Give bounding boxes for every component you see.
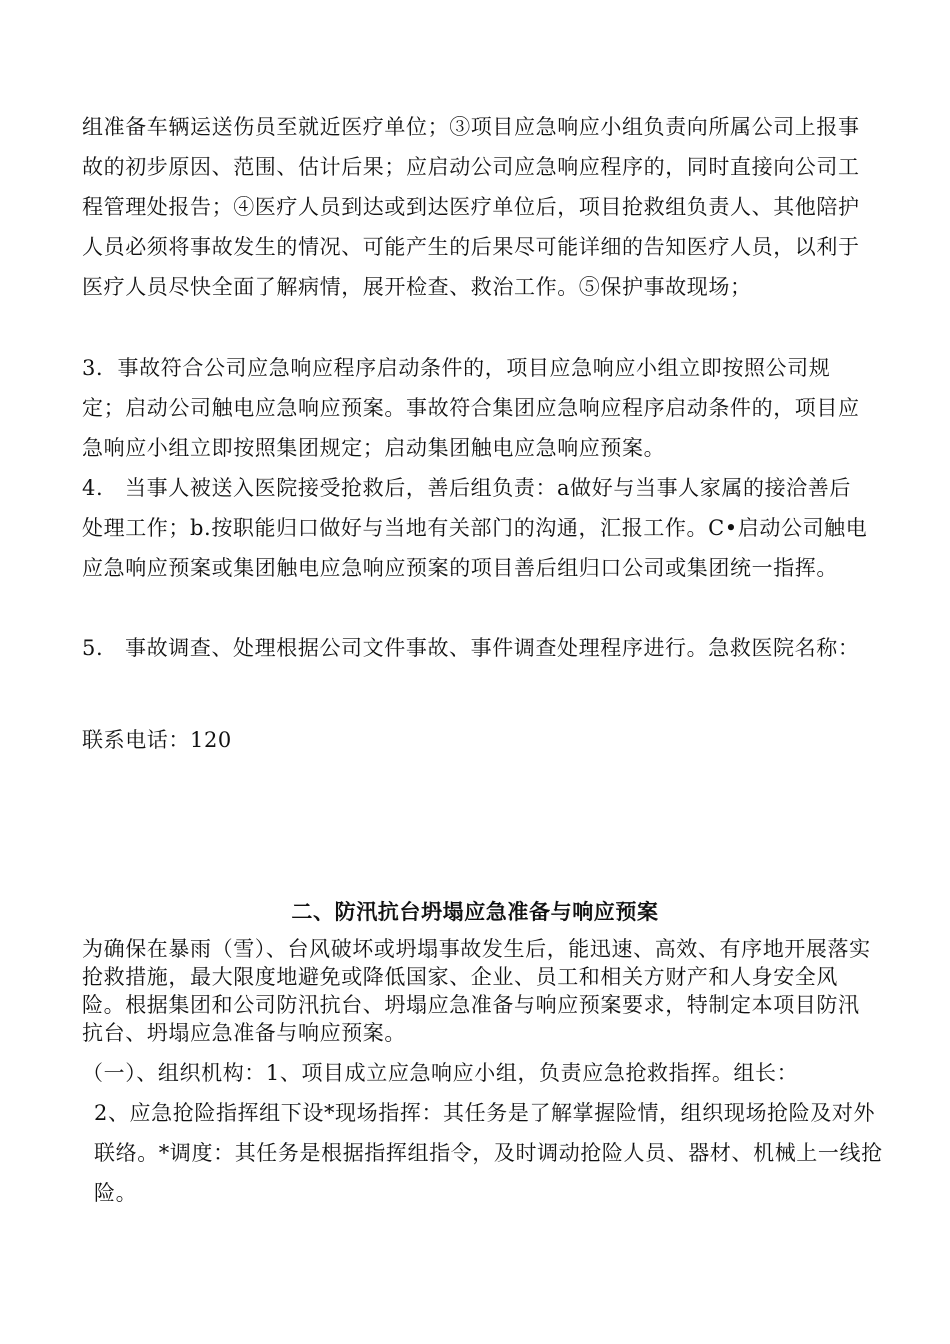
- paragraph-emergency-steps: 组准备车辆运送伤员至就近医疗单位；③项目应急响应小组负责向所属公司上报事故的初步原因、范围、估计后果；应启动公司应急响应程序的，同时直接向公司工程管理处报告；④医疗人员到达或到达医疗单位后，项目抢救组负责人、其他陪护人员必须将事故发生的情况、可能产生的后果尽可能详细的告知医疗人员，以利于医疗人员尽快全面了解病情，展开检查、救治工作。⑤保护事故现场；: [82, 115, 860, 299]
- contact-phone: 联系电话：120: [82, 728, 232, 752]
- paragraph-purpose: 为确保在暴雨（雪）、台风破坏或坍塌事故发生后，能迅速、高效、有序地开展落实抢救措施，最大限度地避免或降低国家、企业、员工和相关方财产和人身安全风险。根据集团和公司防汛抗台、坍塌应急准备与响应预案要求，特制定本项目防汛抗台、坍塌应急准备与响应预案。: [82, 937, 871, 1045]
- paragraph-item-3: 3．事故符合公司应急响应程序启动条件的，项目应急响应小组立即按照公司规定；启动公司触电应急响应预案。事故符合集团应急响应程序启动条件的，项目应急响应小组立即按照集团规定；启动集团触电应急响应预案。: [82, 356, 860, 460]
- paragraph-item-5: 5. 事故调查、处理根据公司文件事故、事件调查处理程序进行。急救医院名称：: [82, 636, 860, 660]
- paragraph-item-4: 4. 当事人被送入医院接受抢救后，善后组负责：a做好与当事人家属的接洽善后处理工作；b.按职能归口做好与当地有关部门的沟通，汇报工作。C•启动公司触电应急响应预案或集团触电应急响应预案的项目善后组归口公司或集团统一指挥。: [82, 476, 868, 580]
- paragraph-command-group: 2、应急抢险指挥组下设*现场指挥：其任务是了解掌握险情，组织现场抢险及对外联络。*调度：其任务是根据指挥组指令，及时调动抢险人员、器材、机械上一线抢险。: [94, 1101, 883, 1205]
- section-title: 二、防汛抗台坍塌应急准备与响应预案: [291, 899, 659, 924]
- paragraph-organization: （一）、组织机构：1、项目成立应急响应小组，负责应急抢救指挥。组长：: [82, 1061, 799, 1085]
